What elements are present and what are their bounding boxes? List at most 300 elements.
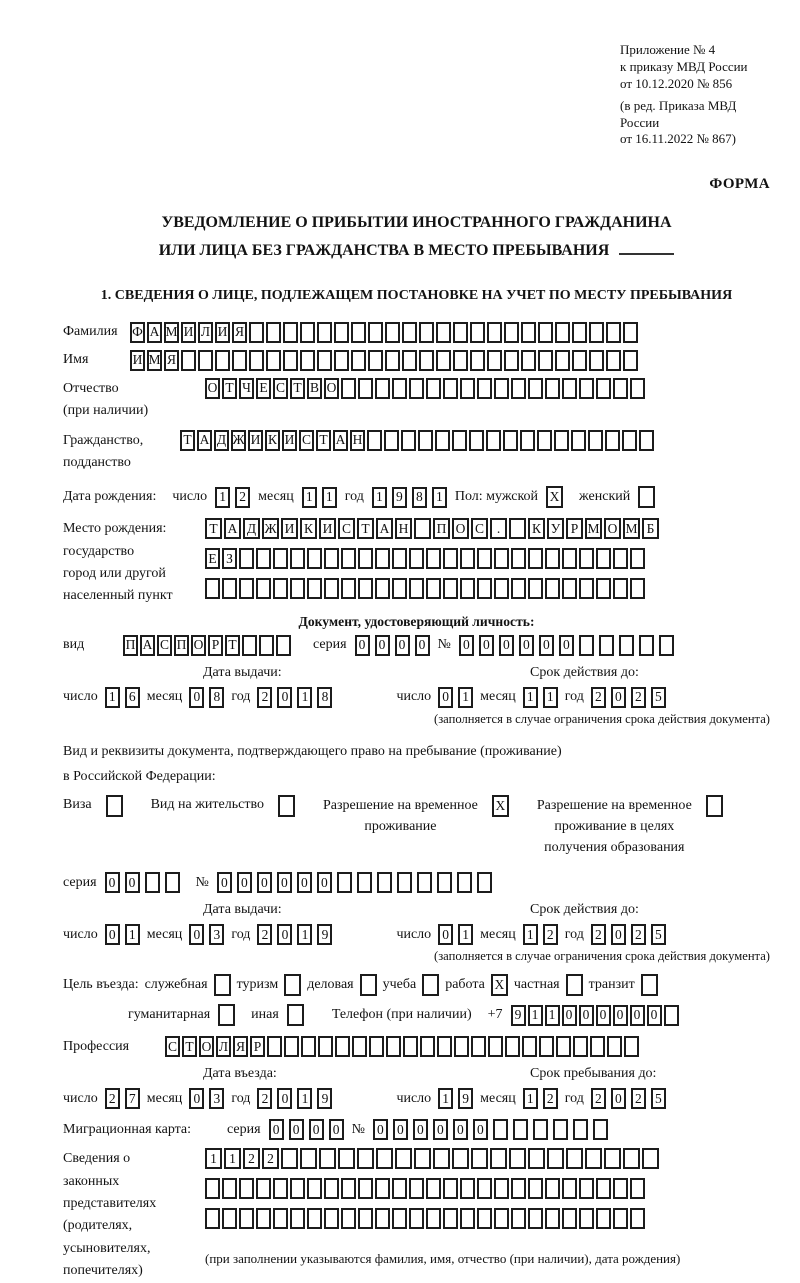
char-box[interactable] xyxy=(307,578,322,599)
char-box[interactable]: А xyxy=(224,518,241,539)
checkbox-purpose-work[interactable]: X xyxy=(491,974,508,996)
char-box[interactable]: 1 xyxy=(438,1088,453,1109)
char-box[interactable] xyxy=(493,1119,508,1140)
char-box[interactable]: 0 xyxy=(499,635,514,656)
char-box[interactable] xyxy=(562,378,577,399)
char-box[interactable] xyxy=(239,1178,254,1199)
checkbox-purpose-official[interactable] xyxy=(214,974,231,996)
char-box[interactable] xyxy=(579,1208,594,1229)
char-box[interactable] xyxy=(503,430,518,451)
char-box[interactable]: 5 xyxy=(651,924,666,945)
char-box[interactable]: Д xyxy=(214,430,229,451)
char-box[interactable] xyxy=(392,378,407,399)
char-box[interactable] xyxy=(494,1208,509,1229)
char-box[interactable] xyxy=(324,578,339,599)
checkbox-visa[interactable] xyxy=(106,795,123,817)
char-box[interactable]: Ж xyxy=(262,518,279,539)
char-box[interactable] xyxy=(307,1178,322,1199)
char-box[interactable]: 0 xyxy=(438,924,453,945)
char-box[interactable] xyxy=(335,1036,350,1057)
char-box[interactable] xyxy=(487,322,502,343)
char-box[interactable]: М xyxy=(623,518,640,539)
char-box[interactable] xyxy=(367,430,382,451)
char-box[interactable] xyxy=(613,578,628,599)
char-box[interactable] xyxy=(283,322,298,343)
checkbox-purpose-study[interactable] xyxy=(422,974,439,996)
char-box[interactable]: И xyxy=(130,350,145,371)
char-box[interactable]: 1 xyxy=(545,1005,560,1026)
char-box[interactable] xyxy=(290,1178,305,1199)
char-box[interactable] xyxy=(222,1178,237,1199)
char-box[interactable]: 0 xyxy=(277,687,292,708)
char-box[interactable]: 0 xyxy=(596,1005,611,1026)
char-box[interactable]: 1 xyxy=(297,687,312,708)
char-box[interactable]: Ч xyxy=(239,378,254,399)
char-box[interactable]: 1 xyxy=(297,924,312,945)
char-box[interactable]: 2 xyxy=(243,1148,260,1169)
char-box[interactable]: Т xyxy=(222,378,237,399)
char-box[interactable] xyxy=(205,578,220,599)
char-box[interactable] xyxy=(375,1178,390,1199)
char-box[interactable] xyxy=(511,548,526,569)
char-box[interactable]: 8 xyxy=(209,687,224,708)
char-box[interactable]: 2 xyxy=(543,924,558,945)
char-box[interactable] xyxy=(205,1178,220,1199)
checkbox-purpose-humanitarian[interactable] xyxy=(218,1004,235,1026)
char-box[interactable] xyxy=(443,1178,458,1199)
char-box[interactable]: 1 xyxy=(205,1148,222,1169)
char-box[interactable] xyxy=(409,578,424,599)
char-box[interactable]: А xyxy=(147,322,162,343)
char-box[interactable]: З xyxy=(222,548,237,569)
char-box[interactable]: 0 xyxy=(459,635,474,656)
char-box[interactable] xyxy=(471,1036,486,1057)
char-box[interactable] xyxy=(487,350,502,371)
char-box[interactable] xyxy=(375,548,390,569)
char-box[interactable] xyxy=(588,430,603,451)
char-box[interactable] xyxy=(571,430,586,451)
checkbox-temp-residence[interactable]: X xyxy=(492,795,509,817)
char-box[interactable]: 0 xyxy=(329,1119,344,1140)
char-box[interactable]: 1 xyxy=(302,487,317,508)
char-box[interactable]: 0 xyxy=(630,1005,645,1026)
char-box[interactable] xyxy=(477,548,492,569)
char-box[interactable] xyxy=(358,578,373,599)
char-box[interactable]: Я xyxy=(233,1036,248,1057)
char-box[interactable]: 2 xyxy=(262,1148,279,1169)
char-box[interactable]: 2 xyxy=(591,687,606,708)
char-box[interactable] xyxy=(469,430,484,451)
char-box[interactable] xyxy=(664,1005,679,1026)
char-box[interactable]: 1 xyxy=(125,924,140,945)
char-box[interactable] xyxy=(358,548,373,569)
char-box[interactable] xyxy=(453,350,468,371)
char-box[interactable] xyxy=(317,322,332,343)
char-box[interactable] xyxy=(273,548,288,569)
char-box[interactable] xyxy=(307,1208,322,1229)
char-box[interactable] xyxy=(596,548,611,569)
char-box[interactable] xyxy=(256,548,271,569)
char-box[interactable]: С xyxy=(157,635,172,656)
char-box[interactable]: И xyxy=(181,322,196,343)
char-box[interactable]: 2 xyxy=(591,924,606,945)
char-box[interactable]: П xyxy=(433,518,450,539)
char-box[interactable]: 9 xyxy=(317,1088,332,1109)
char-box[interactable]: 1 xyxy=(105,687,120,708)
char-box[interactable] xyxy=(409,548,424,569)
char-box[interactable] xyxy=(605,430,620,451)
char-box[interactable] xyxy=(604,1148,621,1169)
char-box[interactable] xyxy=(555,350,570,371)
char-box[interactable] xyxy=(505,1036,520,1057)
char-box[interactable] xyxy=(334,350,349,371)
char-box[interactable]: 0 xyxy=(611,687,626,708)
char-box[interactable]: 9 xyxy=(392,487,407,508)
char-box[interactable] xyxy=(358,1178,373,1199)
char-box[interactable]: Е xyxy=(256,378,271,399)
char-box[interactable]: О xyxy=(199,1036,214,1057)
char-box[interactable] xyxy=(358,378,373,399)
char-box[interactable]: 5 xyxy=(651,1088,666,1109)
char-box[interactable]: 9 xyxy=(317,924,332,945)
char-box[interactable] xyxy=(521,322,536,343)
char-box[interactable] xyxy=(537,430,552,451)
char-box[interactable] xyxy=(395,1148,412,1169)
char-box[interactable] xyxy=(409,378,424,399)
char-box[interactable] xyxy=(215,350,230,371)
char-box[interactable]: С xyxy=(299,430,314,451)
char-box[interactable]: К xyxy=(528,518,545,539)
char-box[interactable] xyxy=(528,548,543,569)
char-box[interactable] xyxy=(341,548,356,569)
char-box[interactable]: 1 xyxy=(372,487,387,508)
char-box[interactable] xyxy=(385,322,400,343)
char-box[interactable] xyxy=(630,1208,645,1229)
char-box[interactable] xyxy=(443,578,458,599)
char-box[interactable] xyxy=(494,548,509,569)
char-box[interactable]: П xyxy=(123,635,138,656)
char-box[interactable]: 0 xyxy=(611,924,626,945)
char-box[interactable] xyxy=(457,872,472,893)
char-box[interactable] xyxy=(281,1148,298,1169)
char-box[interactable] xyxy=(619,635,634,656)
char-box[interactable]: И xyxy=(215,322,230,343)
char-box[interactable] xyxy=(290,578,305,599)
char-box[interactable] xyxy=(324,1208,339,1229)
char-box[interactable]: 0 xyxy=(237,872,252,893)
char-box[interactable] xyxy=(596,578,611,599)
char-box[interactable] xyxy=(509,518,526,539)
char-box[interactable] xyxy=(452,430,467,451)
char-box[interactable] xyxy=(403,1036,418,1057)
char-box[interactable]: 1 xyxy=(322,487,337,508)
char-box[interactable]: Н xyxy=(350,430,365,451)
char-box[interactable]: 0 xyxy=(613,1005,628,1026)
char-box[interactable]: К xyxy=(265,430,280,451)
char-box[interactable] xyxy=(579,578,594,599)
char-box[interactable] xyxy=(639,635,654,656)
char-box[interactable] xyxy=(420,1036,435,1057)
char-box[interactable]: 1 xyxy=(458,924,473,945)
char-box[interactable]: 2 xyxy=(591,1088,606,1109)
char-box[interactable] xyxy=(384,430,399,451)
char-box[interactable] xyxy=(368,322,383,343)
char-box[interactable] xyxy=(613,378,628,399)
char-box[interactable] xyxy=(471,1148,488,1169)
char-box[interactable]: 2 xyxy=(257,1088,272,1109)
char-box[interactable]: О xyxy=(452,518,469,539)
char-box[interactable] xyxy=(593,1119,608,1140)
char-box[interactable] xyxy=(630,578,645,599)
char-box[interactable] xyxy=(273,578,288,599)
char-box[interactable]: 0 xyxy=(579,1005,594,1026)
char-box[interactable] xyxy=(375,578,390,599)
char-box[interactable]: 6 xyxy=(125,687,140,708)
char-box[interactable] xyxy=(417,872,432,893)
char-box[interactable]: 1 xyxy=(224,1148,241,1169)
char-box[interactable] xyxy=(562,548,577,569)
char-box[interactable]: 3 xyxy=(209,1088,224,1109)
char-box[interactable]: 0 xyxy=(433,1119,448,1140)
char-box[interactable] xyxy=(351,322,366,343)
char-box[interactable]: Т xyxy=(180,430,195,451)
char-box[interactable] xyxy=(435,430,450,451)
char-box[interactable] xyxy=(579,548,594,569)
char-box[interactable]: У xyxy=(547,518,564,539)
char-box[interactable]: 0 xyxy=(473,1119,488,1140)
char-box[interactable]: Т xyxy=(182,1036,197,1057)
char-box[interactable] xyxy=(477,1178,492,1199)
char-box[interactable] xyxy=(273,1208,288,1229)
char-box[interactable] xyxy=(414,1148,431,1169)
char-box[interactable] xyxy=(419,350,434,371)
char-box[interactable] xyxy=(573,1036,588,1057)
char-box[interactable] xyxy=(606,350,621,371)
char-box[interactable]: Н xyxy=(395,518,412,539)
char-box[interactable] xyxy=(436,350,451,371)
char-box[interactable]: 2 xyxy=(105,1088,120,1109)
char-box[interactable] xyxy=(443,1208,458,1229)
char-box[interactable]: И xyxy=(281,518,298,539)
char-box[interactable] xyxy=(545,548,560,569)
char-box[interactable] xyxy=(402,322,417,343)
char-box[interactable] xyxy=(369,1036,384,1057)
char-box[interactable] xyxy=(319,1148,336,1169)
char-box[interactable]: 0 xyxy=(125,872,140,893)
char-box[interactable]: 2 xyxy=(631,687,646,708)
char-box[interactable]: 2 xyxy=(631,1088,646,1109)
checkbox-male[interactable]: X xyxy=(546,486,563,508)
char-box[interactable] xyxy=(337,872,352,893)
char-box[interactable]: С xyxy=(471,518,488,539)
char-box[interactable] xyxy=(639,430,654,451)
char-box[interactable]: Т xyxy=(205,518,222,539)
char-box[interactable]: 1 xyxy=(458,687,473,708)
char-box[interactable] xyxy=(486,430,501,451)
char-box[interactable] xyxy=(375,378,390,399)
char-box[interactable] xyxy=(579,378,594,399)
char-box[interactable]: М xyxy=(147,350,162,371)
char-box[interactable] xyxy=(528,1178,543,1199)
char-box[interactable]: Р xyxy=(208,635,223,656)
char-box[interactable] xyxy=(290,1208,305,1229)
char-box[interactable] xyxy=(443,548,458,569)
char-box[interactable] xyxy=(239,548,254,569)
char-box[interactable] xyxy=(256,1208,271,1229)
char-box[interactable] xyxy=(392,578,407,599)
char-box[interactable] xyxy=(572,322,587,343)
char-box[interactable] xyxy=(554,430,569,451)
char-box[interactable]: 1 xyxy=(543,687,558,708)
char-box[interactable]: С xyxy=(273,378,288,399)
char-box[interactable] xyxy=(324,1178,339,1199)
char-box[interactable] xyxy=(460,1208,475,1229)
char-box[interactable] xyxy=(556,1036,571,1057)
char-box[interactable]: Я xyxy=(232,322,247,343)
char-box[interactable] xyxy=(273,1178,288,1199)
char-box[interactable]: 0 xyxy=(413,1119,428,1140)
char-box[interactable] xyxy=(437,872,452,893)
char-box[interactable] xyxy=(301,1036,316,1057)
char-box[interactable] xyxy=(409,1178,424,1199)
char-box[interactable]: 0 xyxy=(105,872,120,893)
char-box[interactable] xyxy=(538,350,553,371)
char-box[interactable] xyxy=(630,548,645,569)
char-box[interactable]: М xyxy=(585,518,602,539)
char-box[interactable]: 0 xyxy=(257,872,272,893)
char-box[interactable]: 1 xyxy=(523,1088,538,1109)
char-box[interactable] xyxy=(509,1148,526,1169)
char-box[interactable]: Т xyxy=(357,518,374,539)
char-box[interactable] xyxy=(596,1178,611,1199)
char-box[interactable] xyxy=(590,1036,605,1057)
char-box[interactable]: 0 xyxy=(189,1088,204,1109)
char-box[interactable]: 8 xyxy=(412,487,427,508)
char-box[interactable] xyxy=(357,1148,374,1169)
char-box[interactable] xyxy=(659,635,674,656)
char-box[interactable]: 2 xyxy=(235,487,250,508)
char-box[interactable] xyxy=(426,578,441,599)
char-box[interactable]: 0 xyxy=(375,635,390,656)
char-box[interactable] xyxy=(341,1178,356,1199)
char-box[interactable] xyxy=(401,430,416,451)
char-box[interactable]: 0 xyxy=(438,687,453,708)
char-box[interactable]: 0 xyxy=(562,1005,577,1026)
char-box[interactable]: 1 xyxy=(215,487,230,508)
char-box[interactable]: 0 xyxy=(105,924,120,945)
char-box[interactable] xyxy=(341,1208,356,1229)
char-box[interactable] xyxy=(338,1148,355,1169)
char-box[interactable] xyxy=(357,872,372,893)
char-box[interactable] xyxy=(504,322,519,343)
char-box[interactable]: 1 xyxy=(528,1005,543,1026)
char-box[interactable]: 8 xyxy=(317,687,332,708)
char-box[interactable]: 0 xyxy=(277,924,292,945)
char-box[interactable] xyxy=(477,1208,492,1229)
char-box[interactable] xyxy=(392,1208,407,1229)
char-box[interactable] xyxy=(334,322,349,343)
char-box[interactable] xyxy=(276,635,291,656)
char-box[interactable]: 2 xyxy=(257,924,272,945)
char-box[interactable] xyxy=(599,635,614,656)
char-box[interactable]: 0 xyxy=(559,635,574,656)
char-box[interactable] xyxy=(181,350,196,371)
char-box[interactable]: В xyxy=(307,378,322,399)
char-box[interactable] xyxy=(376,1148,393,1169)
char-box[interactable] xyxy=(414,518,431,539)
char-box[interactable] xyxy=(623,1148,640,1169)
char-box[interactable] xyxy=(538,322,553,343)
char-box[interactable] xyxy=(232,350,247,371)
char-box[interactable]: 1 xyxy=(432,487,447,508)
char-box[interactable]: И xyxy=(248,430,263,451)
char-box[interactable] xyxy=(494,1178,509,1199)
char-box[interactable] xyxy=(426,378,441,399)
char-box[interactable]: А xyxy=(376,518,393,539)
char-box[interactable]: Л xyxy=(216,1036,231,1057)
char-box[interactable] xyxy=(375,1208,390,1229)
char-box[interactable] xyxy=(341,578,356,599)
char-box[interactable] xyxy=(528,578,543,599)
char-box[interactable]: 2 xyxy=(543,1088,558,1109)
char-box[interactable]: 0 xyxy=(373,1119,388,1140)
char-box[interactable] xyxy=(397,872,412,893)
char-box[interactable]: Б xyxy=(642,518,659,539)
char-box[interactable]: 0 xyxy=(539,635,554,656)
char-box[interactable] xyxy=(596,1208,611,1229)
char-box[interactable]: Ж xyxy=(231,430,246,451)
char-box[interactable] xyxy=(477,578,492,599)
char-box[interactable] xyxy=(290,548,305,569)
char-box[interactable] xyxy=(426,1208,441,1229)
char-box[interactable] xyxy=(545,378,560,399)
char-box[interactable] xyxy=(318,1036,333,1057)
char-box[interactable]: 0 xyxy=(453,1119,468,1140)
char-box[interactable]: 0 xyxy=(415,635,430,656)
char-box[interactable]: 0 xyxy=(277,872,292,893)
char-box[interactable] xyxy=(521,350,536,371)
char-box[interactable]: Т xyxy=(290,378,305,399)
char-box[interactable] xyxy=(528,1148,545,1169)
char-box[interactable] xyxy=(419,322,434,343)
char-box[interactable] xyxy=(533,1119,548,1140)
char-box[interactable]: А xyxy=(333,430,348,451)
char-box[interactable]: 2 xyxy=(257,687,272,708)
char-box[interactable]: 0 xyxy=(277,1088,292,1109)
char-box[interactable] xyxy=(494,578,509,599)
char-box[interactable]: 1 xyxy=(297,1088,312,1109)
char-box[interactable] xyxy=(165,872,180,893)
char-box[interactable]: 0 xyxy=(519,635,534,656)
char-box[interactable] xyxy=(623,322,638,343)
char-box[interactable]: 0 xyxy=(395,635,410,656)
char-box[interactable] xyxy=(368,350,383,371)
char-box[interactable] xyxy=(539,1036,554,1057)
char-box[interactable] xyxy=(392,548,407,569)
char-box[interactable]: Е xyxy=(205,548,220,569)
checkbox-purpose-business[interactable] xyxy=(360,974,377,996)
char-box[interactable] xyxy=(470,350,485,371)
checkbox-purpose-other[interactable] xyxy=(287,1004,304,1026)
char-box[interactable] xyxy=(630,1178,645,1199)
char-box[interactable]: 0 xyxy=(217,872,232,893)
char-box[interactable]: С xyxy=(338,518,355,539)
char-box[interactable] xyxy=(426,548,441,569)
char-box[interactable] xyxy=(283,350,298,371)
char-box[interactable] xyxy=(402,350,417,371)
char-box[interactable] xyxy=(205,1208,220,1229)
char-box[interactable]: 9 xyxy=(511,1005,526,1026)
